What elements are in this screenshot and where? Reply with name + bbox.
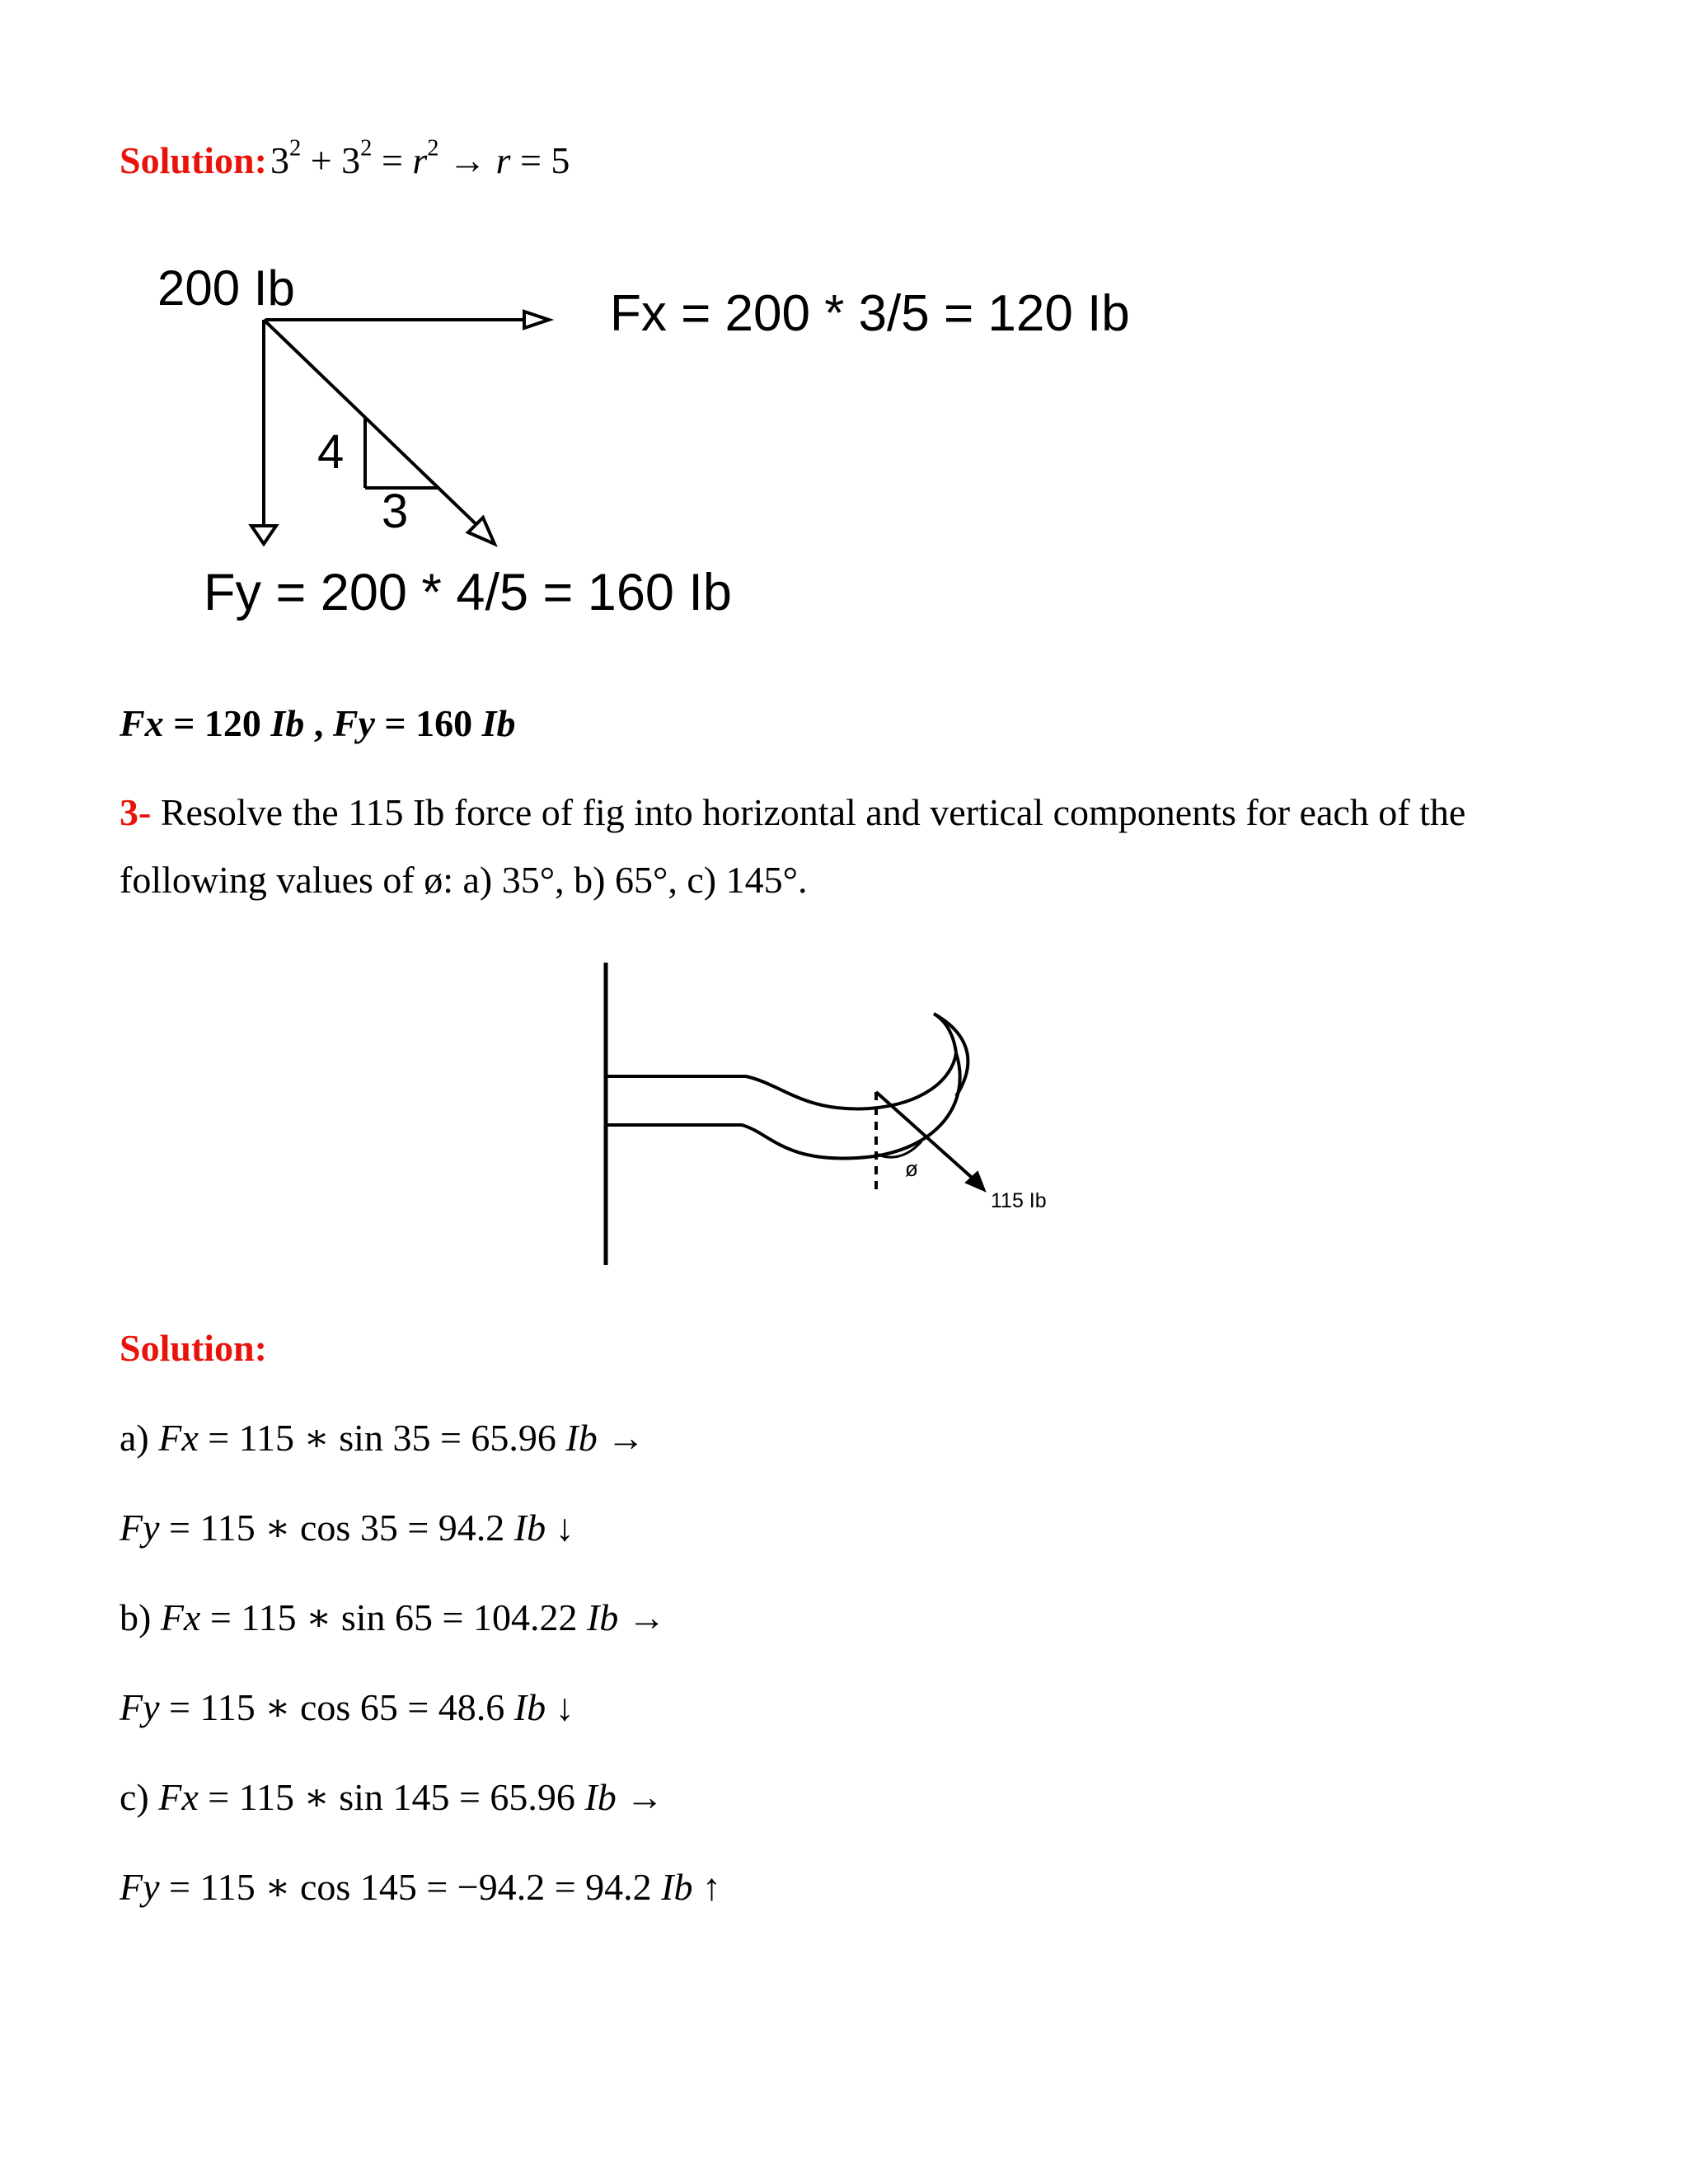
force-115-line bbox=[876, 1092, 978, 1183]
fy-calc-label: Fy = 200 * 4/5 = 160 Ib bbox=[204, 564, 732, 621]
side-4-label: 4 bbox=[317, 425, 345, 479]
side-3-label: 3 bbox=[382, 485, 409, 538]
problem-3-line-1: 3- Resolve the 115 Ib force of fig into horizontal and vertical components for each of the bbox=[120, 791, 1466, 833]
bracket-bottom-edge bbox=[606, 1053, 960, 1158]
fy-arrow-head bbox=[251, 526, 276, 544]
solution-a-fx: a) Fx = 115 ∗ sin 35 = 65.96 Ib → bbox=[120, 1417, 645, 1459]
fx-arrow-head bbox=[524, 312, 549, 328]
result-1-line: Fx = 120 Ib , Fy = 160 Ib bbox=[120, 702, 516, 744]
bracket-diagram-graphic bbox=[0, 907, 1688, 1286]
solution-2-label: Solution: bbox=[120, 1327, 267, 1369]
solution-a-fy: Fy = 115 ∗ cos 35 = 94.2 Ib ↓ bbox=[120, 1507, 574, 1549]
solution-c-fx: c) Fx = 115 ∗ sin 145 = 65.96 Ib → bbox=[120, 1776, 664, 1818]
diagonal-force-line bbox=[264, 320, 486, 538]
problem-3-number: 3- bbox=[120, 791, 152, 833]
bracket-diagram bbox=[0, 907, 1688, 1286]
problem-3-line-2: following values of ø: a) 35°, b) 65°, c) 145°. bbox=[120, 859, 808, 901]
fx-calc-label: Fx = 200 * 3/5 = 120 Ib bbox=[610, 285, 1130, 342]
force-200-label: 200 Ib bbox=[157, 260, 295, 316]
force-115-label: 115 Ib bbox=[991, 1189, 1047, 1212]
angle-symbol-label: ø bbox=[905, 1156, 918, 1181]
force-diagram-1 bbox=[0, 0, 1688, 659]
solution-c-fy: Fy = 115 ∗ cos 145 = −94.2 = 94.2 Ib ↑ bbox=[120, 1866, 721, 1908]
solution-b-fx: b) Fx = 115 ∗ sin 65 = 104.22 Ib → bbox=[120, 1596, 666, 1638]
bracket-top-edge bbox=[606, 1053, 956, 1108]
solution-1-equation: $3^2 + 3^2 = r^2 \to r = 5$ bbox=[270, 135, 570, 181]
solution-b-fy: Fy = 115 ∗ cos 65 = 48.6 Ib ↓ bbox=[120, 1686, 574, 1728]
solution-1-label: Solution: bbox=[120, 139, 267, 181]
